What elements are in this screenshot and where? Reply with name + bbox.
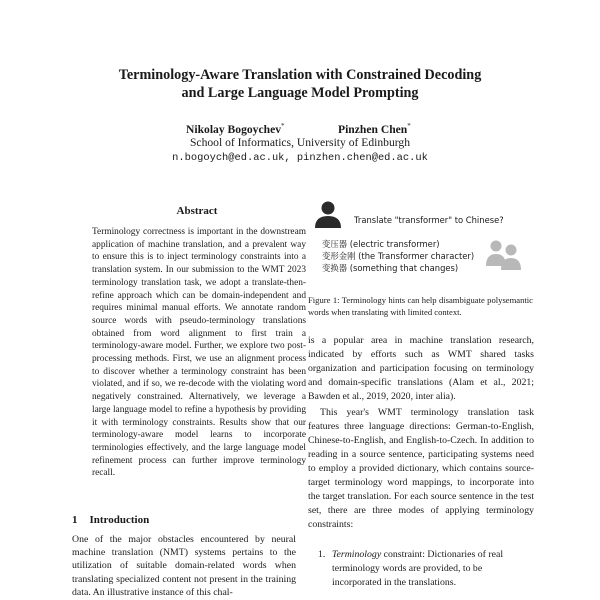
affiliation: School of Informatics, University of Edinburgh bbox=[189, 136, 411, 149]
abstract-text: Terminology correctness is important in the downstream application of machine translation, and a prevalent way to ensure this is to inject terminology constraints into a translation system. In our submission to the WMT 2023 terminology translation task, we adopt a translate-then-refine approach which can be domain-independent and requires minimal manual efforts. We annotate random source words with pseudo-terminology translations obtained from word alignment to first train a terminology-aware model. Further, we explore two post-processing methods. First, we use an alignment process to discover whether a terminology constraint has been violated, and if so, we re-decode with the violating word negatively constrained. Alternatively, we leverage a large language model to refine a hypothesis by providing it with terminology constraints. Results show that our terminology-aware model learns to incorporate terminologies effectively, and the large language model refinement process can further improve terminology recall. bbox=[92, 227, 306, 479]
list-item bbox=[318, 548, 534, 590]
list-item-term: Terminology bbox=[332, 549, 382, 560]
figure-option-3: 变换器 (something that changes) bbox=[322, 263, 459, 273]
paragraph-task-description: This year's WMT terminology translation task features three language directions: German-to-English, Chinese-to-English, and English-to-Czech. In addition to reading in a source sentence, participating systems need to employ a provided dictionary, which contains source-target terminology word mappings, to incorporate into the target translation. For each source sentence in the test set, there are three modes of applying terminology constraints: bbox=[308, 407, 534, 530]
figure-option-1: 变压器 (electric transformer) bbox=[322, 239, 440, 249]
author-1: Nikolay Bogoychev* bbox=[186, 122, 285, 136]
title-line-2: and Large Language Model Prompting bbox=[181, 85, 419, 101]
title-line-1: Terminology-Aware Translation with Constrained Decoding bbox=[118, 67, 482, 83]
section-title: Introduction bbox=[89, 514, 150, 526]
list-item-number: 1. bbox=[318, 549, 326, 560]
group-icon bbox=[486, 241, 521, 271]
figure-caption: Figure 1: Terminology hints can help disambiguate polysemantic words when translating with limited context. bbox=[308, 295, 533, 317]
list-item-text: constraint: Dictionaries of real terminology words are provided, to be incorporated in the translations. bbox=[332, 549, 504, 588]
introduction-text: One of the major obstacles encountered by neural machine translation (NMT) systems pertains to the utilization of suitable domain-related words when translating specialized content not present in the training data. An illustrative instance of this chal- bbox=[72, 534, 296, 598]
figure-1 bbox=[312, 196, 534, 278]
section-number: 1 bbox=[72, 514, 78, 526]
abstract-heading: Abstract bbox=[176, 205, 218, 217]
paper-title bbox=[0, 66, 600, 102]
author-2: Pinzhen Chen* bbox=[338, 122, 411, 136]
figure-prompt: Translate "transformer" to Chinese? bbox=[354, 215, 504, 225]
paragraph-continuation: is a popular area in machine translation research, indicated by efforts such as WMT shared tasks organization and participation focusing on terminology and domain-specific translations (Alam et al., 2021; Bawden et al., 2019, 2020, inter alia). bbox=[308, 335, 534, 402]
section-heading-introduction bbox=[72, 514, 161, 526]
person-icon bbox=[315, 202, 341, 229]
figure-option-2: 变形金刚 (the Transformer character) bbox=[322, 251, 475, 261]
author-emails: n.bogoych@ed.ac.uk, pinzhen.chen@ed.ac.uk bbox=[172, 152, 428, 164]
